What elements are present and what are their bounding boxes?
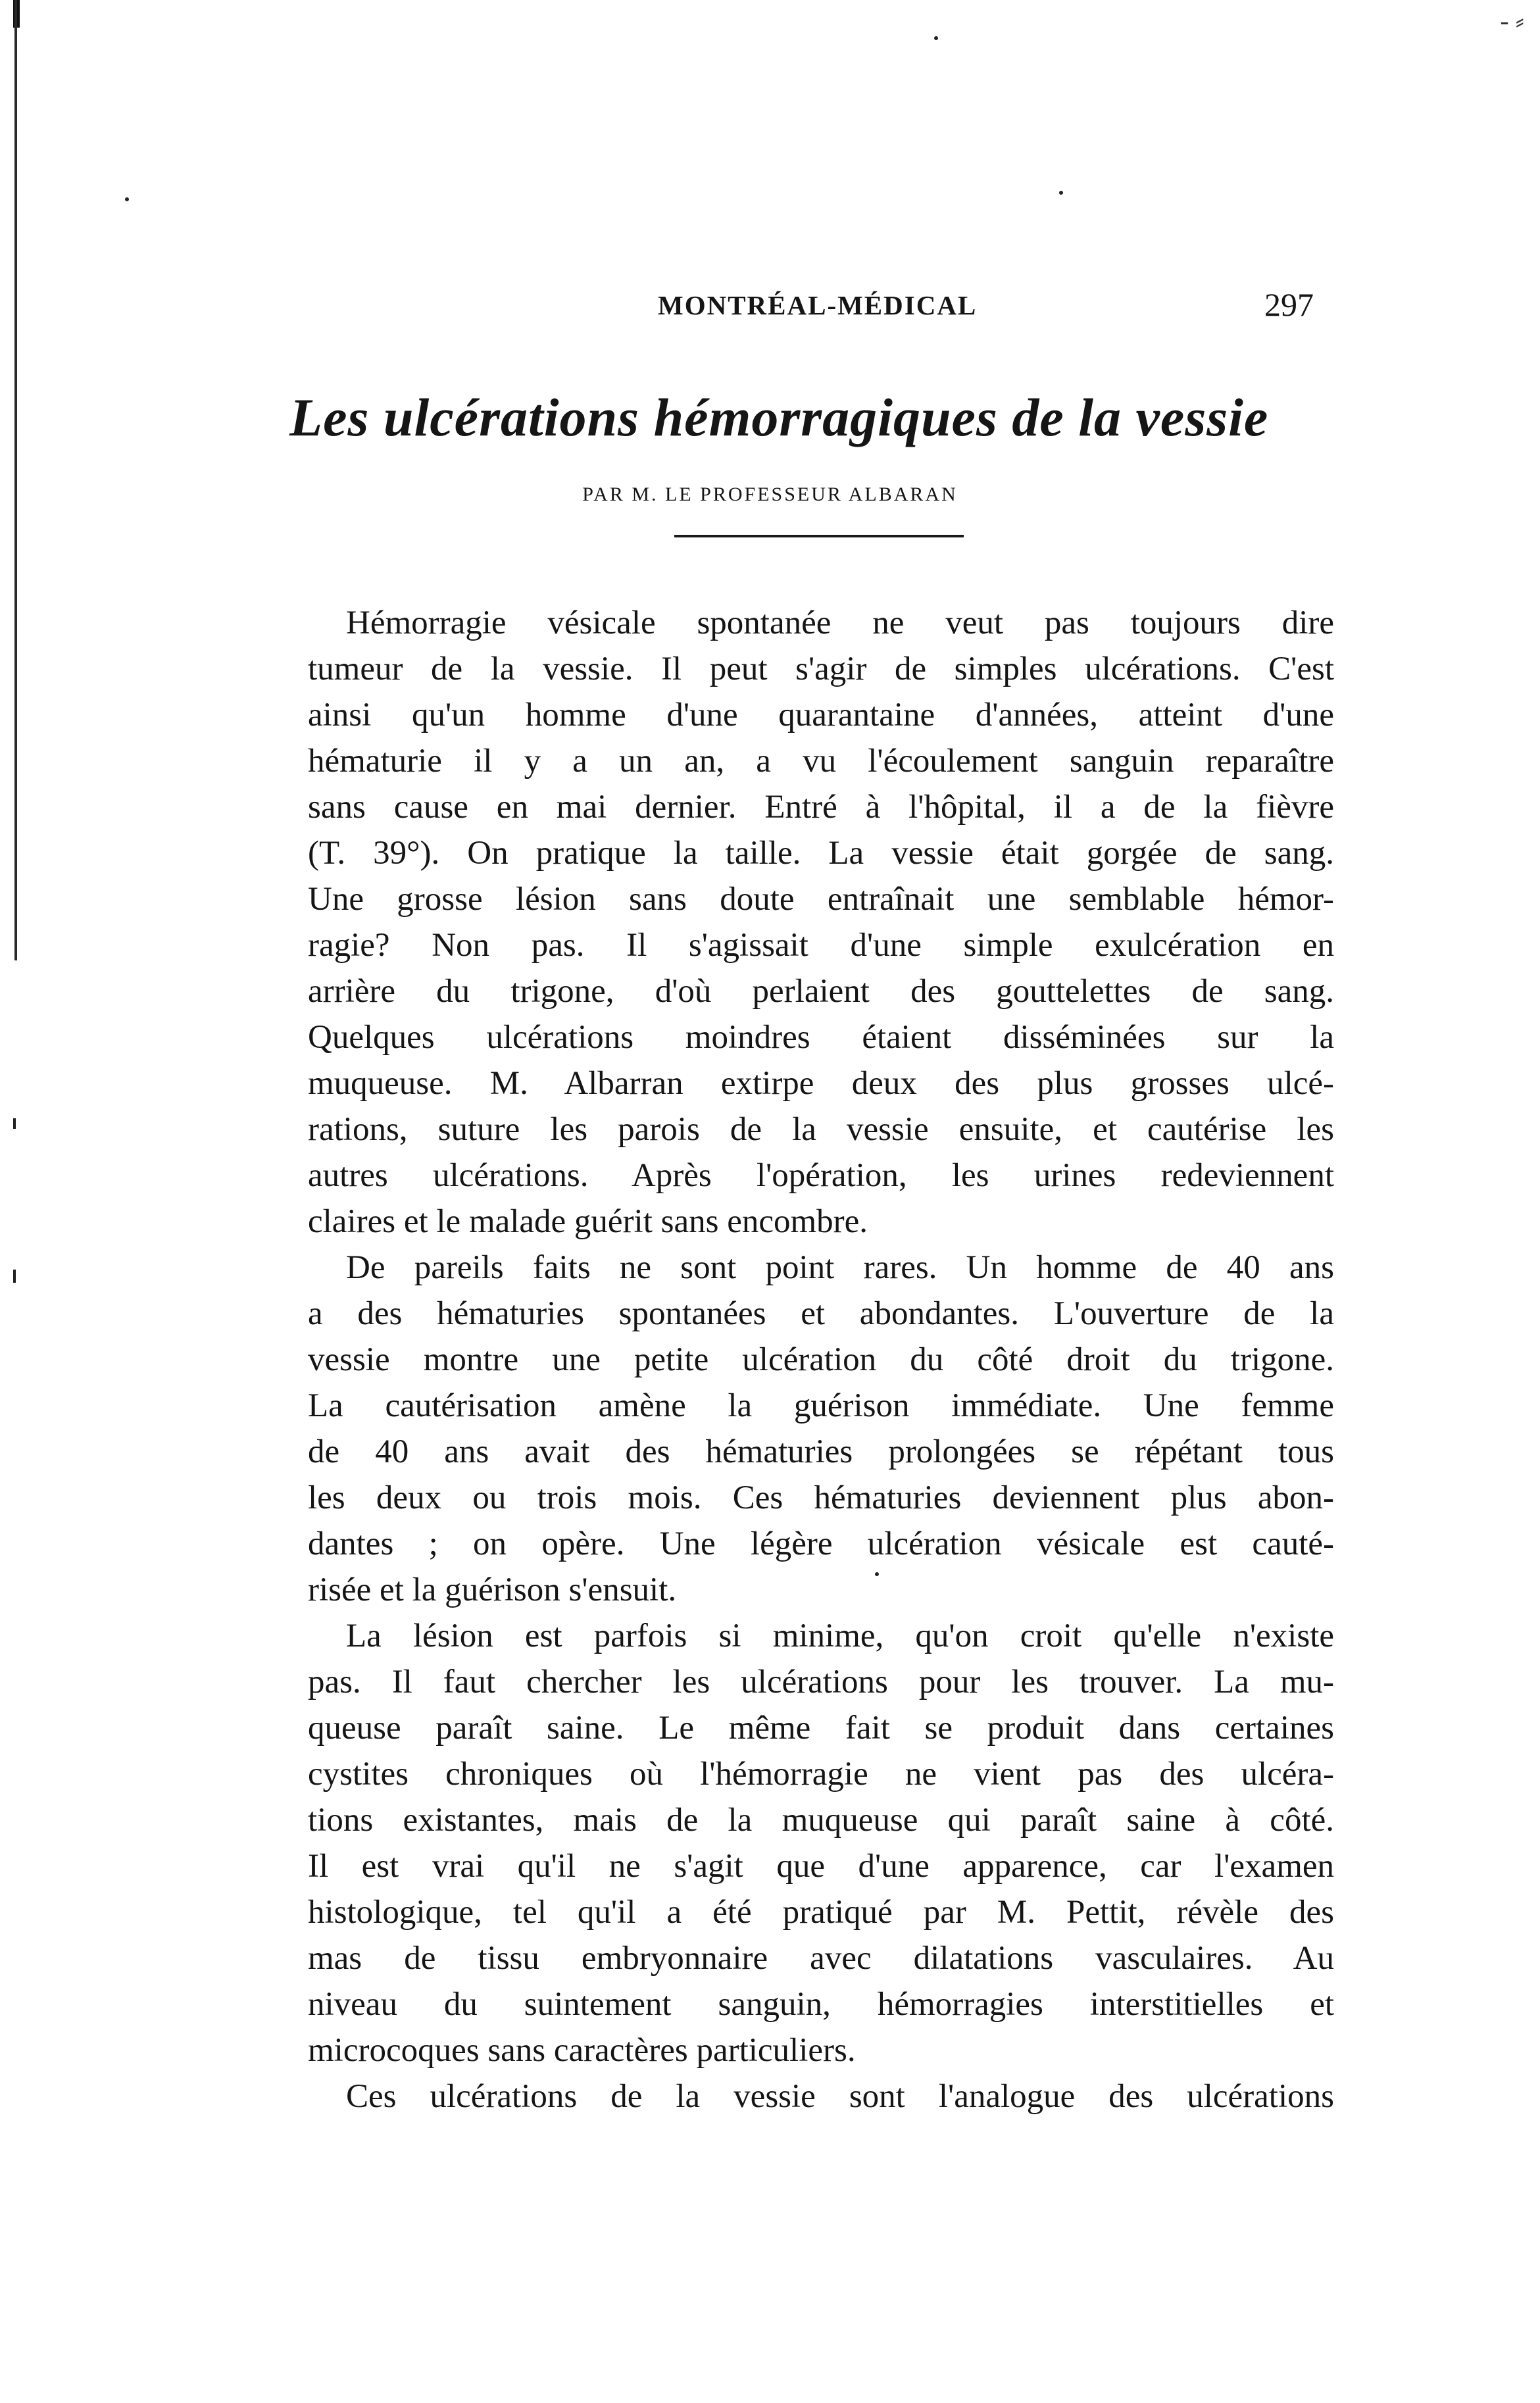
paragraph <box>308 2073 1334 2119</box>
text-line: histologique, tel qu'il a été pratiqué par M. Pettit, révèle des <box>308 1894 1334 1931</box>
text-line: La cautérisation amène la guérison immédiate. Une femme <box>308 1387 1334 1424</box>
text-line: De pareils faits ne sont point rares. Un homme de 40 ans <box>346 1249 1334 1286</box>
text-line: Ces ulcérations de la vessie sont l'analogue des ulcérations <box>346 2078 1334 2115</box>
text-line: La lésion est parfois si minime, qu'on croit qu'elle n'existe <box>346 1618 1334 1654</box>
text-line: ragie? Non pas. Il s'agissait d'une simple exulcération en <box>308 927 1334 964</box>
scan-speck <box>13 1270 16 1283</box>
text-line: rations, suture les parois de la vessie ensuite, et cautérise les <box>308 1111 1334 1148</box>
text-line: mas de tissu embryonnaire avec dilatations vasculaires. Au <box>308 1940 1334 1977</box>
text-line: tumeur de la vessie. Il peut s'agir de simples ulcérations. C'est <box>308 651 1334 687</box>
text-line: muqueuse. M. Albarran extirpe deux des plus grosses ulcé- <box>308 1065 1334 1102</box>
text-line: arrière du trigone, d'où perlaient des gouttelettes de sang. <box>308 973 1334 1010</box>
scan-speck <box>934 36 938 40</box>
text-line: risée et la guérison s'ensuit. <box>308 1572 677 1608</box>
text-line: dantes ; on opère. Une légère ulcération vésicale est cauté- <box>308 1525 1334 1562</box>
article-byline: PAR M. LE PROFESSEUR ALBARAN <box>582 483 958 505</box>
scan-speck <box>13 1118 16 1129</box>
title-rule <box>674 535 964 537</box>
scan-artifact: - ⸗ <box>1500 6 1524 36</box>
article-title: Les ulcérations hémorragiques de la vessie <box>289 387 1269 447</box>
text-line: hématurie il y a un an, a vu l'écoulement sanguin reparaître <box>308 743 1334 780</box>
paragraph <box>308 600 1334 1245</box>
text-line: (T. 39°). On pratique la taille. La vessie était gorgée de sang. <box>308 835 1334 872</box>
text-line: pas. Il faut chercher les ulcérations pour les trouver. La mu- <box>308 1664 1334 1700</box>
text-line: Il est vrai qu'il ne s'agit que d'une apparence, car l'examen <box>308 1848 1334 1885</box>
journal-name: MONTRÉAL-MÉDICAL <box>658 290 978 320</box>
text-line: queuse paraît saine. Le même fait se produit dans certaines <box>308 1710 1334 1747</box>
running-header <box>0 286 1540 329</box>
text-line: vessie montre une petite ulcération du côté droit du trigone. <box>308 1341 1334 1378</box>
paragraph <box>308 1245 1334 1613</box>
page-number: 297 <box>1264 286 1314 323</box>
text-line: Une grosse lésion sans doute entraînait une semblable hémor- <box>308 881 1334 918</box>
text-line: tions existantes, mais de la muqueuse qui paraît saine à côté. <box>308 1802 1334 1839</box>
text-line: a des hématuries spontanées et abondantes. L'ouverture de la <box>308 1295 1334 1332</box>
text-line: ainsi qu'un homme d'une quarantaine d'années, atteint d'une <box>308 697 1334 733</box>
text-line: microcoques sans caractères particuliers. <box>308 2032 856 2069</box>
text-line: niveau du suintement sanguin, hémorragies interstitielles et <box>308 1986 1334 2023</box>
text-line: autres ulcérations. Après l'opération, les urines redeviennent <box>308 1157 1334 1194</box>
article-body <box>308 600 1334 2119</box>
paragraph <box>308 1613 1334 2073</box>
text-line: Hémorragie vésicale spontanée ne veut pas toujours dire <box>346 605 1334 641</box>
text-line: cystites chroniques où l'hémorragie ne vient pas des ulcéra- <box>308 1756 1334 1793</box>
text-line: sans cause en mai dernier. Entré à l'hôpital, il a de la fièvre <box>308 789 1334 826</box>
text-line: claires et le malade guérit sans encombre. <box>308 1203 868 1240</box>
text-line: Quelques ulcérations moindres étaient disséminées sur la <box>308 1019 1334 1056</box>
text-line: de 40 ans avait des hématuries prolongées se répétant tous <box>308 1433 1334 1470</box>
text-line: les deux ou trois mois. Ces hématuries deviennent plus abon- <box>308 1479 1334 1516</box>
scan-speck <box>1059 191 1063 195</box>
scan-speck <box>125 197 129 201</box>
binding-edge <box>14 0 17 960</box>
